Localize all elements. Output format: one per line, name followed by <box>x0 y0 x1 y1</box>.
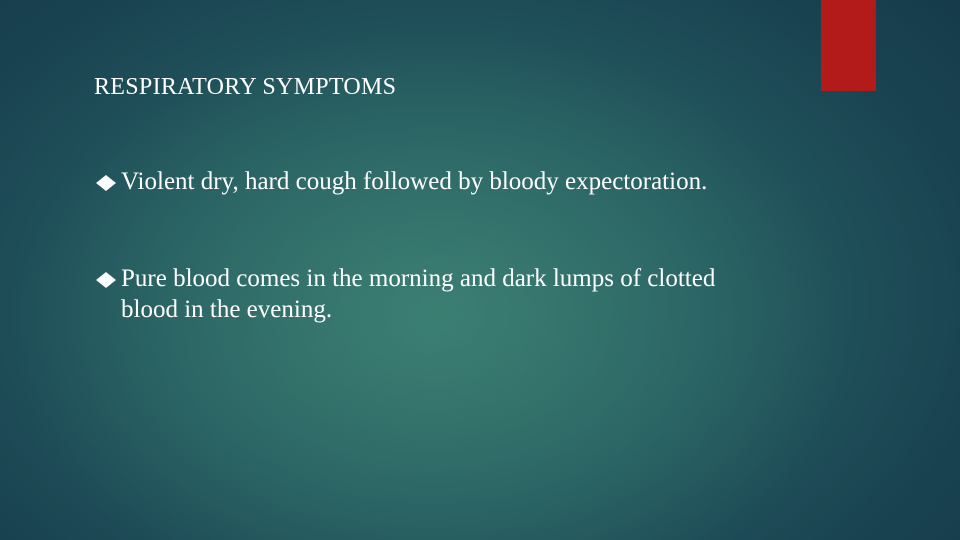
diamond-icon <box>96 175 116 191</box>
bullet-list <box>96 166 776 391</box>
list-item <box>96 263 776 325</box>
slide-title: RESPIRATORY SYMPTOMS <box>94 74 397 100</box>
accent-bar <box>821 0 876 91</box>
bullet-text: Pure blood comes in the morning and dark lumps of clotted blood in the evening. <box>121 265 716 323</box>
diamond-icon <box>96 272 116 288</box>
bullet-text: Violent dry, hard cough followed by bloody expectoration. <box>121 168 708 195</box>
list-item <box>96 166 776 197</box>
